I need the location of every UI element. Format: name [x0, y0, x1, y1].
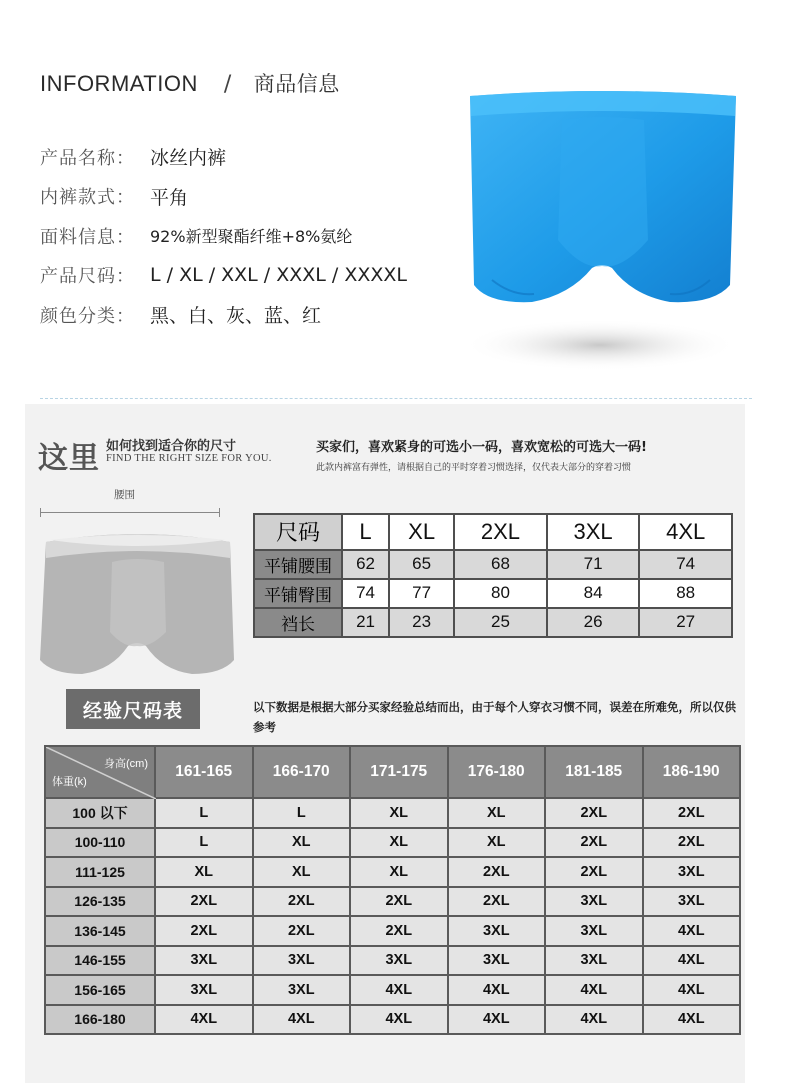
table-cell: 26 [547, 608, 640, 637]
table-cell: XL [155, 857, 253, 887]
table-cell: 2XL [545, 798, 643, 828]
experience-size-table [44, 745, 741, 1035]
table-row [254, 608, 732, 637]
table-cell: 2XL [643, 798, 741, 828]
table-cell: 2XL [253, 916, 351, 946]
table-cell: 2XL [448, 857, 546, 887]
table-row-weight: 136-145 [45, 916, 155, 946]
table-cell: 3XL [155, 975, 253, 1005]
size-tip-sub: 此款内裤富有弹性，请根据自己的平时穿着习惯选择，仅代表大部分的穿着习惯 [316, 463, 632, 473]
table-row-weight: 126-135 [45, 887, 155, 917]
table-header-cell: 186-190 [643, 746, 741, 798]
table-header-cell: 161-165 [155, 746, 253, 798]
table-cell: XL [448, 798, 546, 828]
table-cell: 4XL [448, 975, 546, 1005]
waist-label: 腰围 [114, 489, 135, 501]
waist-measure-line [40, 512, 220, 513]
size-finder-subtitle: FIND THE RIGHT SIZE FOR YOU. [106, 453, 272, 464]
section-divider [40, 398, 752, 399]
table-cell: 2XL [253, 887, 351, 917]
info-label: 产品名称： [40, 147, 135, 169]
table-row [45, 975, 740, 1005]
table-cell: 4XL [643, 946, 741, 976]
table-header-cell: XL [389, 514, 454, 550]
table-row [254, 550, 732, 579]
table-row [45, 798, 740, 828]
table-cell: XL [253, 828, 351, 858]
size-finder-title: 如何找到适合你的尺寸 [106, 439, 237, 454]
table-corner-cell [45, 746, 155, 798]
table-cell: 4XL [643, 975, 741, 1005]
table-header-cell: 2XL [454, 514, 547, 550]
experience-note: 以下数据是根据大部分买家经验总结而出，由于每个人穿衣习惯不同，误差在所难免，所以仅供参考 [253, 700, 736, 734]
table-cell: 3XL [253, 975, 351, 1005]
table-row-label: 裆长 [254, 608, 342, 637]
table-cell: 3XL [545, 887, 643, 917]
table-cell: 84 [547, 579, 640, 608]
table-cell: 4XL [545, 975, 643, 1005]
info-label: 颜色分类： [40, 305, 135, 327]
info-heading-separator: / [223, 72, 232, 97]
table-cell: L [253, 798, 351, 828]
table-cell: 4XL [253, 1005, 351, 1035]
table-row [45, 1005, 740, 1035]
table-cell: 25 [454, 608, 547, 637]
table-cell: 2XL [545, 857, 643, 887]
table-header-cell: 166-170 [253, 746, 351, 798]
table-cell: 4XL [448, 1005, 546, 1035]
table-cell: L [155, 828, 253, 858]
table-cell: 2XL [350, 887, 448, 917]
table-cell: XL [350, 828, 448, 858]
table-row-label: 平铺腰围 [254, 550, 342, 579]
table-cell: 88 [639, 579, 732, 608]
table-cell: 68 [454, 550, 547, 579]
table-cell: XL [448, 828, 546, 858]
info-value: L / XL / XXL / XXXL / XXXXL [150, 264, 408, 287]
table-cell: 2XL [155, 916, 253, 946]
table-cell: 2XL [350, 916, 448, 946]
table-header-cell: L [342, 514, 389, 550]
table-row-weight: 156-165 [45, 975, 155, 1005]
table-cell: 3XL [350, 946, 448, 976]
info-label: 产品尺码： [40, 266, 135, 288]
table-row [45, 946, 740, 976]
info-value: 黑、白、灰、蓝、红 [150, 305, 322, 328]
info-row-style [40, 177, 470, 217]
table-cell: 4XL [350, 975, 448, 1005]
table-cell: 2XL [545, 828, 643, 858]
table-row [45, 916, 740, 946]
table-cell: 77 [389, 579, 454, 608]
table-cell: 4XL [643, 1005, 741, 1035]
corner-height-label: 身高(cm) [104, 758, 148, 770]
info-heading-en: INFORMATION [40, 71, 198, 96]
table-cell: 65 [389, 550, 454, 579]
table-header-cell: 尺码 [254, 514, 342, 550]
info-row-sizes [40, 256, 470, 296]
table-cell: 3XL [643, 887, 741, 917]
size-measure-table [253, 513, 733, 638]
table-cell: 80 [454, 579, 547, 608]
table-header-row [254, 514, 732, 550]
table-cell: 3XL [643, 857, 741, 887]
table-cell: 4XL [545, 1005, 643, 1035]
table-row [45, 887, 740, 917]
table-cell: XL [350, 798, 448, 828]
table-cell: 4XL [643, 916, 741, 946]
experience-size-badge: 经验尺码表 [66, 689, 200, 729]
table-cell: XL [350, 857, 448, 887]
table-cell: L [155, 798, 253, 828]
table-row [45, 857, 740, 887]
table-cell: XL [253, 857, 351, 887]
corner-weight-label: 体重(k) [52, 776, 87, 788]
table-row-label: 平铺臀围 [254, 579, 342, 608]
experience-table-body [45, 798, 740, 1034]
table-cell: 27 [639, 608, 732, 637]
table-row-weight: 111-125 [45, 857, 155, 887]
info-row-colors [40, 295, 470, 335]
table-cell: 21 [342, 608, 389, 637]
table-header-cell: 3XL [547, 514, 640, 550]
info-label: 面料信息： [40, 226, 135, 248]
table-row [254, 579, 732, 608]
table-header-cell: 171-175 [350, 746, 448, 798]
table-row-weight: 100-110 [45, 828, 155, 858]
table-cell: 2XL [155, 887, 253, 917]
table-header-row [45, 746, 740, 798]
table-header-cell: 181-185 [545, 746, 643, 798]
table-cell: 3XL [448, 916, 546, 946]
info-value: 冰丝内裤 [150, 147, 227, 170]
table-cell: 4XL [155, 1005, 253, 1035]
info-heading-cn: 商品信息 [253, 72, 340, 96]
info-heading [40, 68, 340, 98]
table-cell: 3XL [545, 946, 643, 976]
table-row-weight: 166-180 [45, 1005, 155, 1035]
table-header-cell: 176-180 [448, 746, 546, 798]
table-cell: 74 [639, 550, 732, 579]
info-list [40, 137, 470, 335]
table-cell: 2XL [643, 828, 741, 858]
size-finder-big-label: 这里 [38, 441, 100, 476]
table-row [45, 828, 740, 858]
grey-boxer-illustration [34, 522, 240, 682]
table-header-cell: 4XL [639, 514, 732, 550]
table-cell: 23 [389, 608, 454, 637]
info-label: 内裤款式： [40, 187, 135, 209]
table-cell: 62 [342, 550, 389, 579]
table-cell: 4XL [350, 1005, 448, 1035]
info-value: 92%新型聚酯纤维+8%氨纶 [150, 227, 353, 247]
table-cell: 3XL [448, 946, 546, 976]
info-value: 平角 [150, 186, 189, 209]
table-row-weight: 100 以下 [45, 798, 155, 828]
table-cell: 3XL [545, 916, 643, 946]
table-cell: 3XL [155, 946, 253, 976]
info-row-fabric [40, 216, 470, 256]
size-tip-main: 买家们，喜欢紧身的可选小一码，喜欢宽松的可选大一码! [316, 440, 647, 455]
table-cell: 3XL [253, 946, 351, 976]
table-cell: 2XL [448, 887, 546, 917]
table-cell: 74 [342, 579, 389, 608]
product-photo-blue-boxer [452, 90, 752, 380]
info-row-name [40, 137, 470, 177]
table-row-weight: 146-155 [45, 946, 155, 976]
table-cell: 71 [547, 550, 640, 579]
